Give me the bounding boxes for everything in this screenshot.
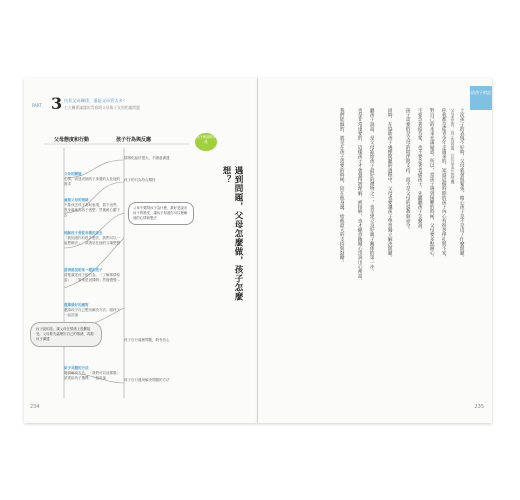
text-column: 不要急著給答案，也不要急著責備孩子，先聽聽孩子怎麼說。	[417, 108, 423, 233]
parent-step-text: 不要深怎孩子為何表現，寫下這些，設身處地為孩子著想；然後耐心聽下去	[64, 203, 120, 217]
parent-step-text: 清楚講述孩子的行為，「了解事情原委」：「原來是這樣啊」然後慢慢...	[64, 273, 120, 282]
left-page	[24, 78, 258, 423]
child-response: 情緒化起伏很大，不願意溝通	[124, 156, 170, 160]
part-label: PART	[32, 103, 42, 108]
parent-step	[64, 231, 120, 246]
parent-step-text: 邀請孩子自己想出解決方法；跟孩子一起討論	[64, 308, 120, 317]
text-column: 對自己的未來充滿疑惑。所以，當孩子遇到困難的時候，父母要多點耐心。	[429, 108, 435, 260]
side-note: 父母要記得：孩子的問題，往往是成長的契機	[451, 108, 456, 184]
part-number: 3	[51, 94, 63, 113]
text-column: 同時，在協助孩子處理問題的過程中，父母也要讓孩子學習獨立解決問題。	[387, 108, 393, 260]
topic-ribbon: 孩子困惑的時候	[195, 133, 217, 151]
column-title-parents: 父母態度和行動	[54, 137, 90, 143]
parent-step-heading: 給予具體的方法	[64, 366, 89, 370]
parent-step	[64, 198, 120, 218]
page-number: 235	[474, 404, 484, 410]
parent-step-heading: 當清楚說明某一種的孩子	[64, 268, 103, 272]
quote-bubble: 孩子說的話，讓父母在情緒上很難接受，父母要先處理好自己的情緒，再跟孩子溝通	[30, 322, 102, 347]
right-page	[258, 78, 492, 423]
column-title-children: 孩子行為與反應	[116, 137, 152, 143]
text-column: 也是非常重要的，這樣孩子才會覺得被理解、被接納，也才願意敞開心房說出心裡話。	[357, 108, 363, 283]
section-tab: 給孩子的話	[470, 86, 492, 110]
parent-step-text: 心情、表達這個孩子身邊的人及他的需求	[64, 177, 120, 186]
text-column: 上次孩子的表現不好時，父母就會很緊張，擔心孩子是不是出了什麼問題。	[459, 108, 465, 260]
text-column: 孩子需要的是父母的陪伴與支持，而不是父母的說教與命令。	[405, 108, 411, 233]
child-response: 孩子自行處理問題，較有信心	[124, 338, 170, 342]
side-heading: 遇到問題，父母怎麼做，孩子怎麼想？	[221, 166, 243, 301]
text-column: 我們能做的，就是在孩子需要的時候，陪在他身邊，給他最大的支持與鼓勵。	[339, 108, 345, 265]
parent-note: 父母不要問孩子為什麼，最好是說出孩子的感受，讓孩子知道你可以理解他的心情和想法	[128, 202, 194, 225]
parent-step-text: 「我知道你有很多想法，我們可以一起想辦法」，試著站在他的立場想想	[64, 236, 120, 245]
parent-step	[64, 172, 120, 187]
parent-step	[64, 366, 120, 381]
header-title: 抗拒父母關係，還是父母管太多？	[64, 98, 127, 103]
parent-step	[64, 268, 120, 283]
child-response: 孩子自行運用解決問題的方法	[124, 378, 170, 382]
parent-step-heading: 理解孩子要從各種的意念	[64, 231, 103, 235]
parent-step	[64, 303, 120, 318]
parent-step-heading: 選擇最好的應對	[64, 303, 89, 307]
parent-step-heading: 父母的關懷	[64, 172, 82, 176]
header-subtitle: 七大關係議題的青春期父母與子女的相處問題	[64, 105, 140, 110]
text-column: 你我都是從青少年走過來的，知道這個時期的孩子內心有很多掙扎與不安，	[441, 108, 447, 260]
child-response: 孩子的行為符合期待	[124, 178, 156, 182]
parent-step-text: 提供解決方法，「我們可以這樣做」試著給孩子選擇，一起討論	[64, 371, 120, 380]
parent-step-heading: 處理父母的情緒	[64, 198, 89, 202]
text-column: 聽孩子說話，是父母能給孩子最好的禮物之一，也是建立良好親子關係的第一步。	[369, 108, 375, 274]
page-number: 234	[30, 404, 40, 410]
